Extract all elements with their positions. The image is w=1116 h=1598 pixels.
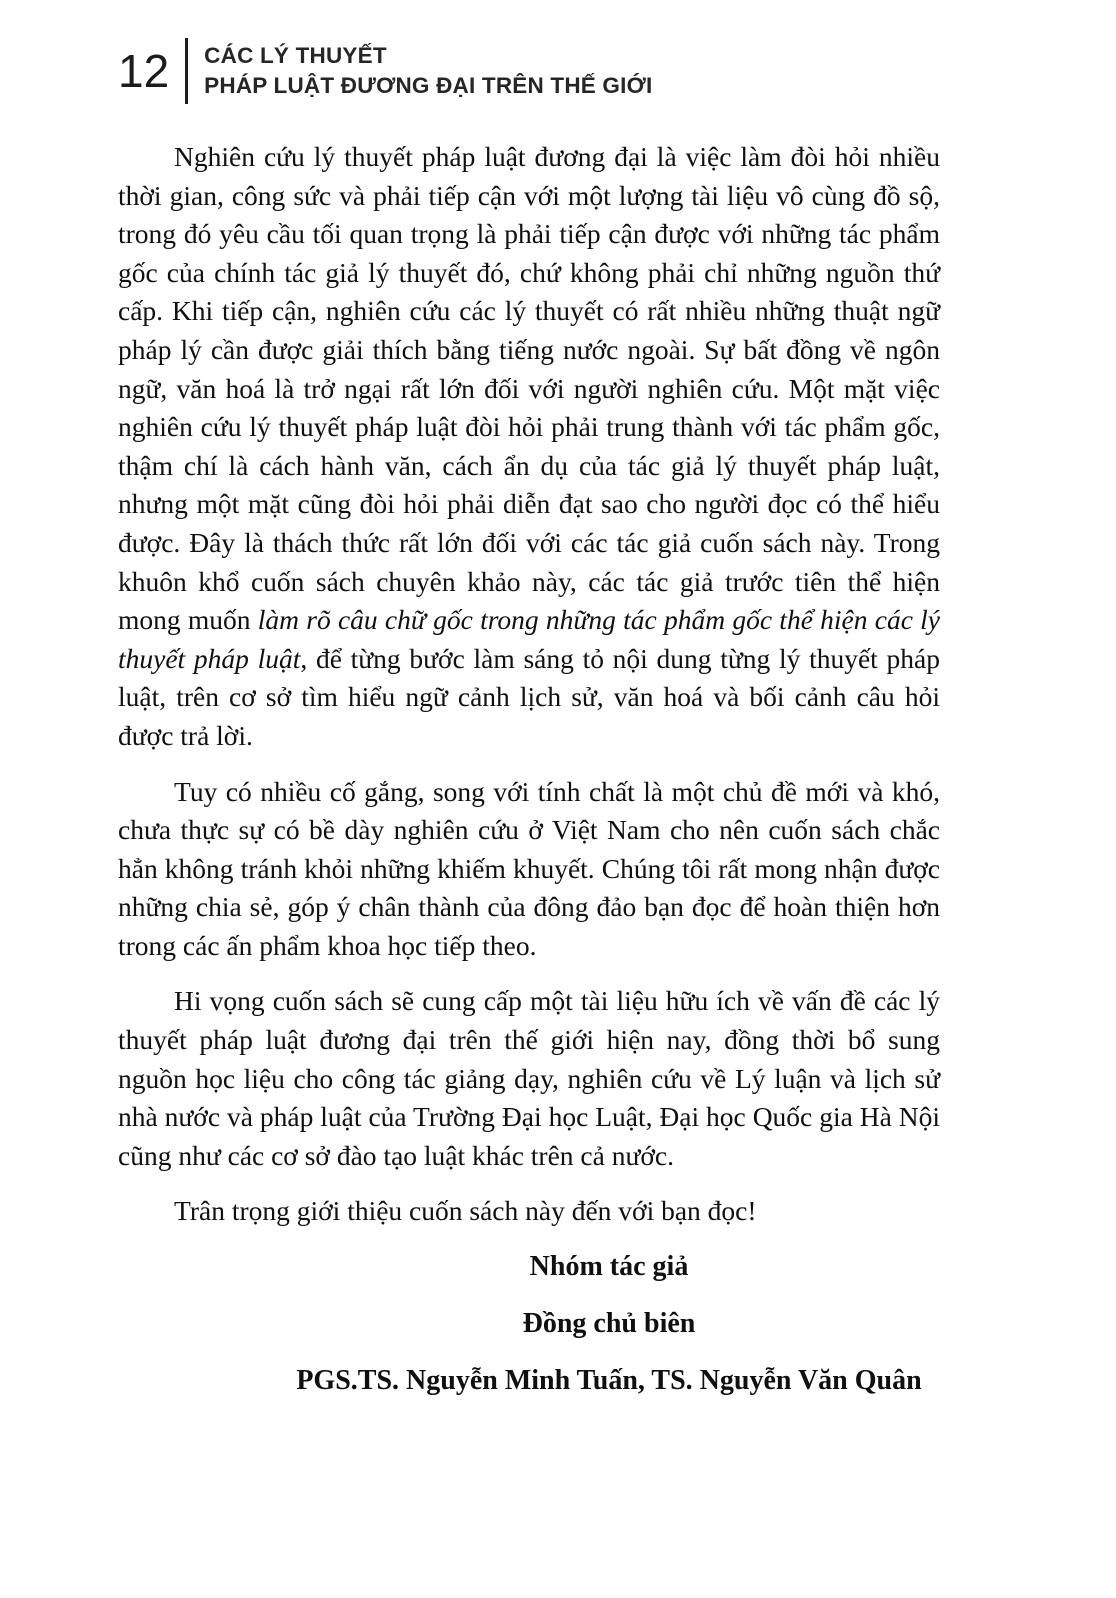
paragraph-1-text: Nghiên cứu lý thuyết pháp luật đương đại là việc làm đòi hỏi nhiều thời gian, công sức và phải tiếp cận với một lượng tài liệu vô cùng đồ sộ, trong đó yêu cầu tối quan trọng là phải tiếp cận được với những tác phẩm gốc của chính tác giả lý thuyết đó, chứ không phải chỉ những nguồn thứ cấp. Khi tiếp cận, nghiên cứu các lý thuyết có rất nhiều những thuật ngữ pháp lý cần được giải thích bằng tiếng nước ngoài. Sự bất đồng về ngôn ngữ, văn hoá là trở ngại rất lớn đối với người nghiên cứu. Một mặt việc nghiên cứu lý thuyết pháp luật đòi hỏi phải trung thành với tác phẩm gốc, thậm chí là cách hành văn, cách ẩn dụ của tác giả lý thuyết pháp luật, nhưng một mặt cũng đòi hỏi phải diễn đạt sao cho người đọc có thể hiểu được. Đây là thách thức rất lớn đối với các tác giả cuốn sách này. Trong khuôn khổ cuốn sách chuyên khảo này, các tác giả trước tiên thể hiện mong muốn	[118, 141, 940, 636]
book-title	[204, 41, 652, 102]
book-title-line1: CÁC LÝ THUYẾT	[204, 42, 387, 68]
book-title-line2: PHÁP LUẬT ĐƯƠNG ĐẠI TRÊN THẾ GIỚI	[204, 73, 653, 98]
paragraph-1-text-end: , để từng bước làm sáng tỏ nội dung từng lý thuyết pháp luật, trên cơ sở tìm hiểu ngữ cảnh lịch sử, văn hoá và bối cảnh câu hỏi được trả lời.	[118, 642, 940, 751]
header-divider	[185, 38, 188, 104]
page-number: 12	[118, 45, 170, 97]
page-body	[118, 138, 940, 1231]
paragraph-4: Trân trọng giới thiệu cuốn sách này đến với bạn đọc!	[174, 1195, 757, 1227]
signature-block	[118, 1248, 940, 1400]
signature-co-editors-label: Đồng chủ biên	[522, 1308, 696, 1340]
signature-editor-names: PGS.TS. Nguyễn Minh Tuấn, TS. Nguyễn Văn Quân	[296, 1365, 922, 1397]
paragraph-2: Tuy có nhiều cố gắng, song với tính chất là một chủ đề mới và khó, chưa thực sự có bề dày nghiên cứu ở Việt Nam cho nên cuốn sách chắc hẳn không tránh khỏi những khiếm khuyết. Chúng tôi rất mong nhận được những chia sẻ, góp ý chân thành của đông đảo bạn đọc để hoàn thiện hơn trong các ấn phẩm khoa học tiếp theo.	[118, 775, 940, 961]
paragraph-1-italic-phrase: làm rõ câu chữ gốc trong những tác phẩm gốc thể hiện các lý thuyết pháp luật	[118, 604, 940, 674]
signature-authors-group: Nhóm tác giả	[529, 1251, 689, 1283]
paragraph-1	[118, 138, 940, 756]
running-header	[118, 38, 940, 104]
paragraph-3: Hi vọng cuốn sách sẽ cung cấp một tài liệu hữu ích về vấn đề các lý thuyết pháp luật đương đại trên thế giới hiện nay, đồng thời bổ sung nguồn học liệu cho công tác giảng dạy, nghiên cứu về Lý luận và lịch sử nhà nước và pháp luật của Trường Đại học Luật, Đại học Quốc gia Hà Nội cũng như các cơ sở đào tạo luật khác trên cả nước.	[118, 985, 940, 1171]
